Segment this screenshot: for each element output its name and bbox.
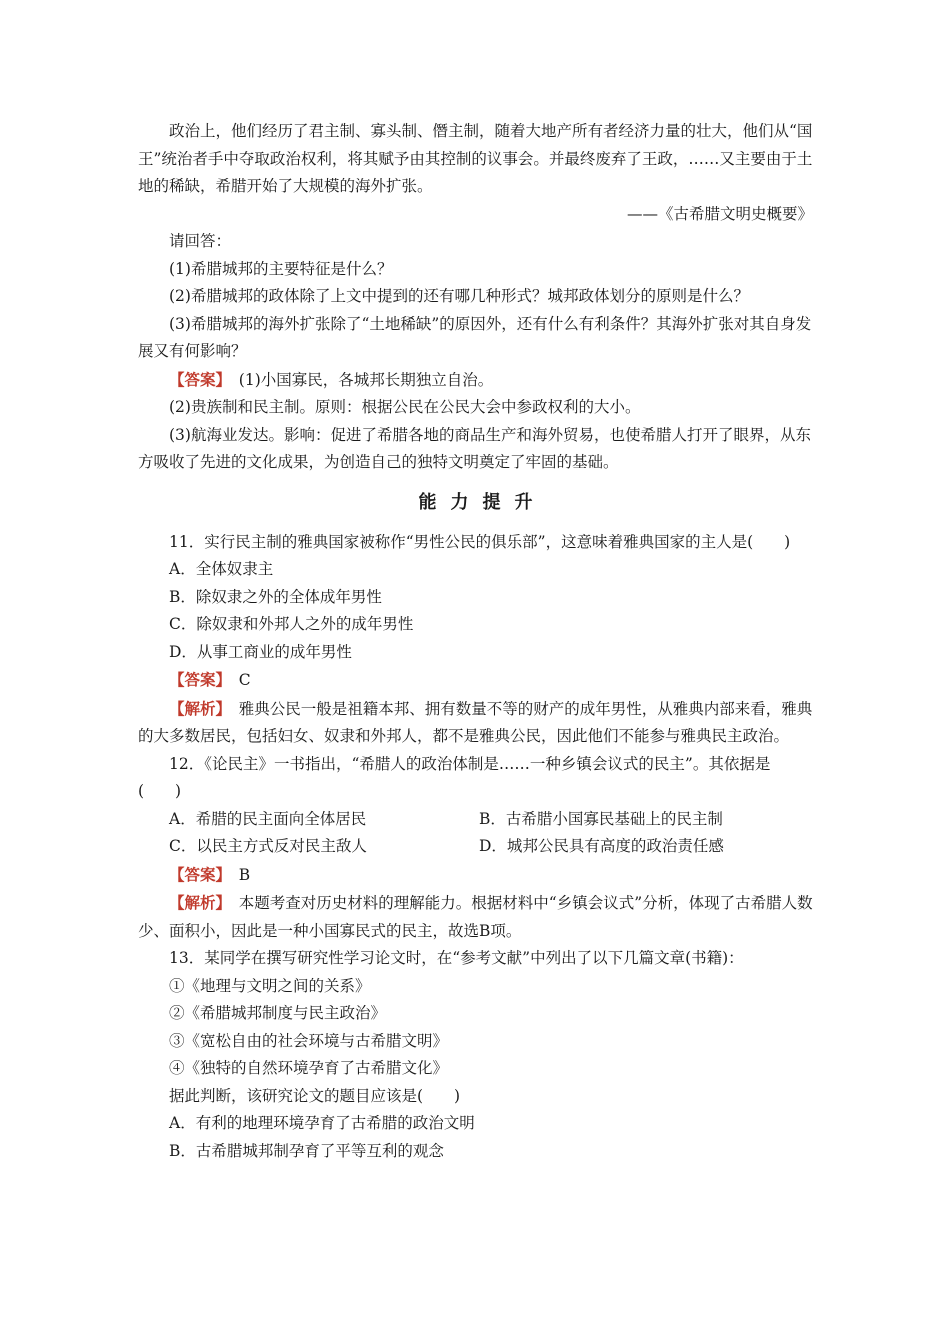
q13-ref-3: ③《宽松自由的社会环境与古希腊文明》 [169,1031,449,1050]
q13-stem: 13．某同学在撰写研究性学习论文时，在“参考文献”中列出了以下几篇文章(书籍)： [169,949,744,967]
q12-option-d: D．城邦公民具有高度的政治责任感 [479,837,724,855]
q11-option-b: B．除奴隶之外的全体成年男性 [169,587,382,606]
q13-option-b: B．古希腊城邦制孕育了平等互利的观念 [169,1141,444,1160]
q11-answer: C [238,671,251,689]
q12-answer: B [238,865,251,884]
q10-sub2: (2)希腊城邦的政体除了上文中提到的还有哪几种形式？城邦政体划分的原则是什么？ [169,287,749,305]
q12-option-a: A．希腊的民主面向全体居民 [169,809,367,828]
q11-analysis-text: 雅典公民一般是祖籍本邦、拥有数量不等的财产的成年男性，从雅典内部来看，雅典的大多数居民，包括妇女、奴隶和外邦人，都不是雅典公民，因此他们不能参与雅典民主政治。 [138,699,813,745]
answer-tag: 【答案】 [169,864,224,884]
analysis-tag: 【解析】 [169,893,224,912]
q11-analysis [138,695,813,751]
section-title: 能力提升 [418,491,547,513]
q12-options-row-1 [138,806,813,834]
answer-tag: 【答案】 [169,670,224,689]
q11-answer-line [138,666,813,695]
q10-sub1: (1)希腊城邦的主要特征是什么？ [169,259,393,278]
q10-ans1: (1)小国寡民，各城邦长期独立自治。 [238,370,494,389]
q10-answer-line [138,366,813,395]
q11-stem: 11．实行民主制的雅典国家被称作“男性公民的俱乐部”，这意味着雅典国家的主人是( ) [169,532,791,551]
q10-prompt: 请回答： [169,232,232,250]
q12-stem: 12．《论民主》一书指出，“希腊人的政治体制是……一种乡镇会议式的民主”。其依据是( ) [138,754,771,800]
q12-options-row-2 [138,833,813,861]
passage-source: ——《古希腊文明史概要》 [626,204,813,223]
answer-tag: 【答案】 [169,369,224,389]
q12-analysis-text: 本题考查对历史材料的理解能力。根据材料中“乡镇会议式”分析，体现了古希腊人数少、面积小，因此是一种小国寡民式的民主，故选B项。 [138,894,813,940]
q11-option-d: D．从事工商业的成年男性 [169,642,352,661]
q12-option-b: B．古希腊小国寡民基础上的民主制 [479,809,723,828]
q13-ref-2: ②《希腊城邦制度与民主政治》 [169,1004,387,1022]
q11-option-a: A．全体奴隶主 [169,560,274,578]
passage-text: 政治上，他们经历了君主制、寡头制、僭主制，随着大地产所有者经济力量的壮大，他们从“国王”统治者手中夺取政治权利，将其赋予由其控制的议事会。并最终废弃了王政，……又主要由于土地的稀缺，希腊开始了大规模的海外扩张。 [138,122,813,195]
q13-ref-1: ①《地理与文明之间的关系》 [169,976,371,995]
q10-ans3: (3)航海业发达。影响：促进了希腊各地的商品生产和海外贸易，也使希腊人打开了眼界，从东方吸收了先进的文化成果，为创造自己的独特文明奠定了牢固的基础。 [138,425,811,471]
q12-analysis [138,889,813,945]
document-page [138,118,813,1165]
q11-option-c: C．除奴隶和外邦人之外的成年男性 [169,615,414,633]
q10-sub3: (3)希腊城邦的海外扩张除了“土地稀缺”的原因外，还有什么有利条件？其海外扩张对其自身发展又有何影响？ [138,314,812,360]
q13-ref-4: ④《独特的自然环境孕育了古希腊文化》 [169,1059,449,1077]
analysis-tag: 【解析】 [169,698,224,718]
q12-answer-line [138,861,813,890]
q12-option-c: C．以民主方式反对民主敌人 [169,837,367,855]
q13-prompt: 据此判断，该研究论文的题目应该是( ) [169,1086,461,1105]
q13-option-a: A．有利的地理环境孕育了古希腊的政治文明 [169,1114,475,1132]
q10-ans2: (2)贵族制和民主制。原则：根据公民在公民大会中参政权利的大小。 [169,398,641,416]
